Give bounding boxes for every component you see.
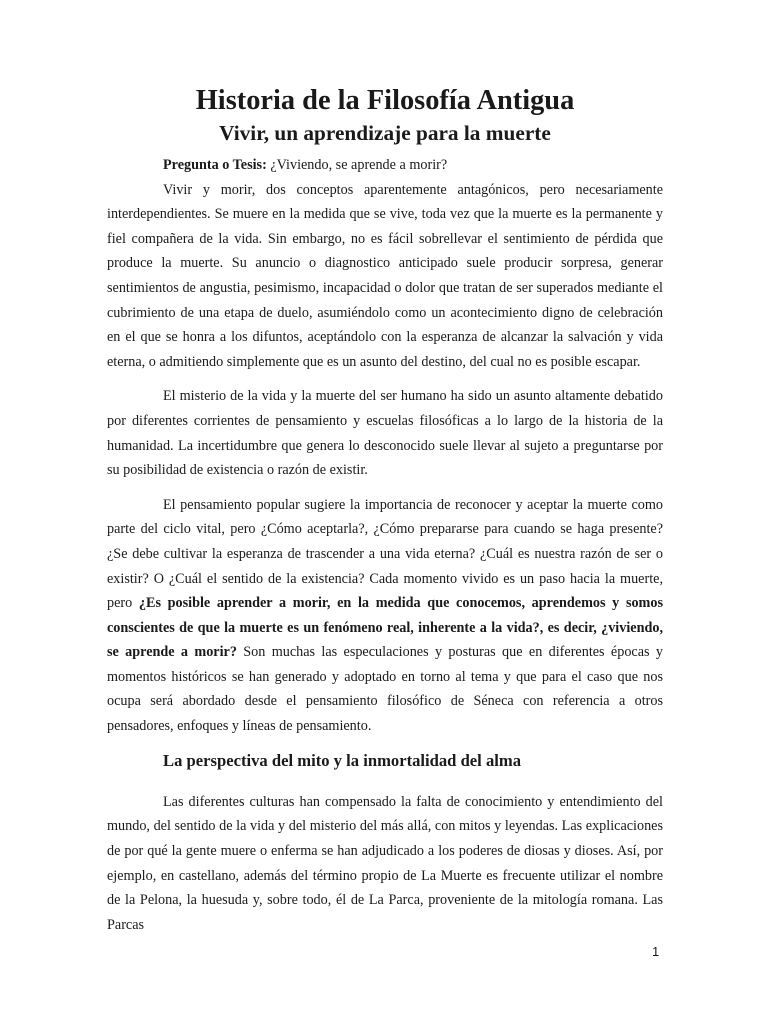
paragraph-3 — [107, 493, 663, 739]
paragraph-1: Vivir y morir, dos conceptos aparentemente antagónicos, pero necesariamente interdependientes. Se muere en la medida que se vive, toda vez que la muerte es la permanente y fiel compañera de la vida. Sin embargo, no es fácil sobrellevar el sentimiento de pérdida que produce la muerte. Su anuncio o diagnostico anticipado suele producir sorpresa, generar sentimientos de angustia, pesimismo, incapacidad o dolor que tratan de ser superados mediante el cubrimiento de una etapa de duelo, asumiéndolo como un acontecimiento digno de celebración en el que se honra a los difuntos, aceptándolo con la esperanza de alcanzar la salvación y vida eterna, o admitiendo simplemente que es un asunto del destino, del cual no es posible escapar. — [107, 181, 663, 370]
thesis-question: ¿Viviendo, se aprende a morir? — [266, 157, 448, 173]
section-heading: La perspectiva del mito y la inmortalidad del alma — [163, 750, 522, 770]
page-number: 1 — [652, 944, 660, 959]
paragraph-3-bold-question: ¿Es posible aprender a morir, en la medida que conocemos, aprendemos y somos conscientes de que la muerte es un fenómeno real, inherente a la vida?, es decir, ¿viviendo, se aprende a morir? — [107, 595, 663, 661]
paragraph-3-start: El pensamiento popular sugiere la importancia de reconocer y aceptar la muerte como parte del ciclo vital, pero ¿Cómo aceptarla?, ¿Cómo prepararse para cuando se haga presente? ¿Se debe cultivar la esperanza de trascender a una vida eterna? ¿Cuál es nuestra razón de ser o existir? O ¿Cuál el sentido de la existencia? Cada momento vivido es un paso hacia la muerte, pero — [107, 496, 663, 612]
paragraph-2: El misterio de la vida y la muerte del ser humano ha sido un asunto altamente debatido por diferentes corrientes de pensamiento y escuelas filosóficas a lo largo de la historia de la humanidad. La incertidumbre que genera lo desconocido suele llevar al sujeto a preguntarse por su posibilidad de existencia o razón de existir. — [107, 388, 663, 479]
paragraph-4: Las diferentes culturas han compensado la falta de conocimiento y entendimiento del mundo, del sentido de la vida y del misterio del más allá, con mitos y leyendas. Las explicaciones de por qué la gente muere o enferma se han adjudicado a los poderes de diosas y dioses. Así, por ejemplo, en castellano, además del término propio de La Muerte es frecuente utilizar el nombre de la Pelona, la huesuda y, sobre todo, él de La Parca, proveniente de la mitología romana. Las Parcas — [107, 793, 663, 933]
document-subtitle: Vivir, un aprendizaje para la muerte — [219, 121, 551, 145]
page-content — [107, 85, 663, 937]
thesis-label: Pregunta o Tesis: — [163, 157, 267, 173]
paragraph-3-end: Son muchas las especulaciones y posturas que en diferentes épocas y momentos históricos se han generado y adoptado en torno al tema y que para el caso que nos ocupa será abordado desde el pensamiento filosófico de Séneca con referencia a otros pensadores, enfoques y líneas de pensamiento. — [107, 644, 663, 735]
document-title: Historia de la Filosofía Antigua — [195, 85, 575, 116]
thesis-line — [107, 153, 663, 178]
